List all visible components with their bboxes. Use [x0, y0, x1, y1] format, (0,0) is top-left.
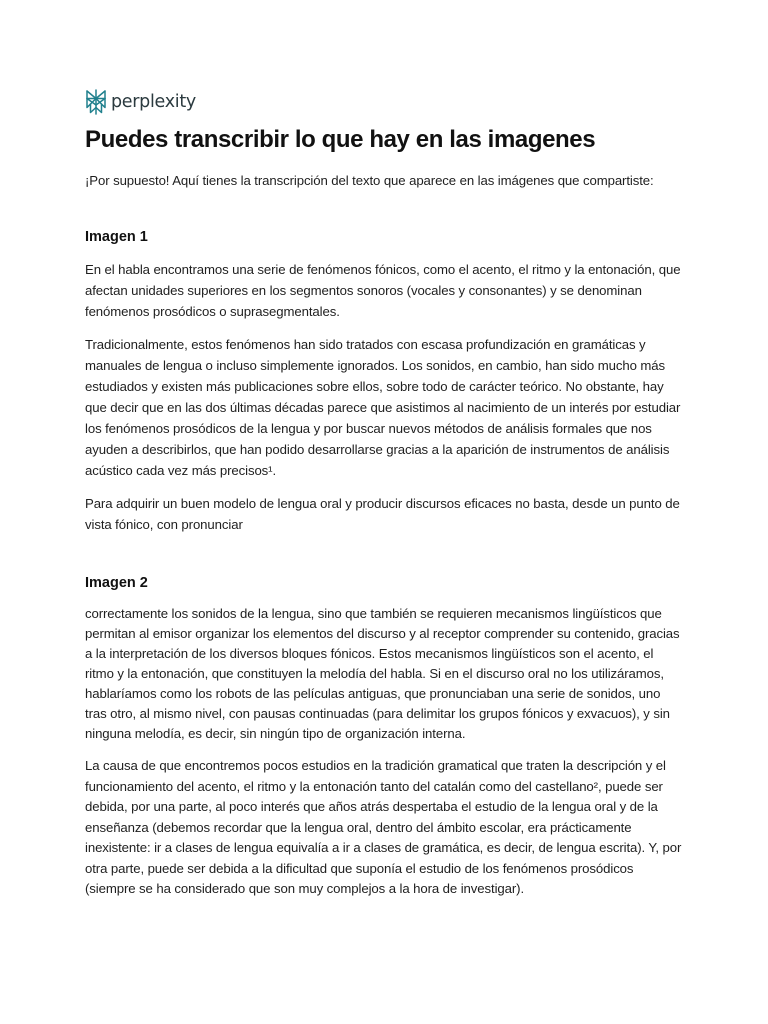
- section-heading-imagen-2: Imagen 2: [85, 575, 148, 591]
- answer-content: [85, 170, 685, 900]
- section-1-paragraph-1: En el habla encontramos una serie de fenómenos fónicos, como el acento, el ritmo y la entonación, que afectan unidades superiores en los segmentos sonoros (vocales y consonantes) y se denominan fenómenos prosódicos o suprasegmentales.: [85, 262, 681, 319]
- section-1-paragraph-3: Para adquirir un buen modelo de lengua oral y producir discursos eficaces no basta, desde un punto de vista fónico, con pronunciar: [85, 496, 680, 532]
- brand-header: [85, 88, 196, 116]
- section-heading-imagen-1: Imagen 1: [85, 229, 148, 245]
- section-2-paragraph-2: La causa de que encontremos pocos estudios en la tradición gramatical que traten la descripción y el funcionamiento del acento, el ritmo y la entonación tanto del catalán como del castellano², puede ser debida, por una parte, al poco interés que años atrás despertaba el estudio de la lengua oral y de la enseñanza (debemos recordar que la lengua oral, dentro del ámbito escolar, era prácticamente inexistente: ir a clases de lengua equivalía a ir a clases de gramática, es decir, de lengua escrita). Y, por otra parte, puede ser debida a la dificultad que suponía el estudio de los fenómenos prosódicos (siempre se ha considerado que son muy complejos a la hora de investigar).: [85, 758, 682, 896]
- page-title: Puedes transcribir lo que hay en las imagenes: [85, 126, 596, 153]
- section-1-paragraph-2: Tradicionalmente, estos fenómenos han sido tratados con escasa profundización en gramáticas y manuales de lengua o incluso simplemente ignorados. Los sonidos, en cambio, han sido mucho más estudiados y existen más publicaciones sobre ellos, sobre todo de carácter teórico. No obstante, hay que decir que en las dos últimas décadas parece que asistimos al nacimiento de un interés por estudiar los fenómenos prosódicos de la lengua y por buscar nuevos métodos de análisis formales que nos ayuden a describirlos, que han podido desarrollarse gracias a la aparición de instrumentos de análisis acústico cada vez más precisos¹.: [85, 337, 681, 478]
- perplexity-logo-icon: [85, 89, 107, 115]
- section-2-paragraph-1: correctamente los sonidos de la lengua, sino que también se requieren mecanismos lingüísticos que permitan al emisor organizar los elementos del discurso y al receptor comprender su contenido, gracias a la interpretación de los diversos bloques fónicos. Estos mecanismos lingüísticos son el acento, el ritmo y la entonación, que constituyen la melodía del habla. Si en el discurso oral no los utilizáramos, hablaríamos como los robots de las películas antiguas, que pronunciaban una serie de sonidos, uno tras otro, al mismo nivel, con pausas continuadas (para delimitar los grupos fónicos y exvacuos), y sin ninguna melodía, es decir, sin ningún tipo de organización interna.: [85, 606, 680, 741]
- brand-name: perplexity: [111, 92, 196, 112]
- intro-paragraph: ¡Por supuesto! Aquí tienes la transcripción del texto que aparece en las imágenes que compartiste:: [85, 173, 654, 188]
